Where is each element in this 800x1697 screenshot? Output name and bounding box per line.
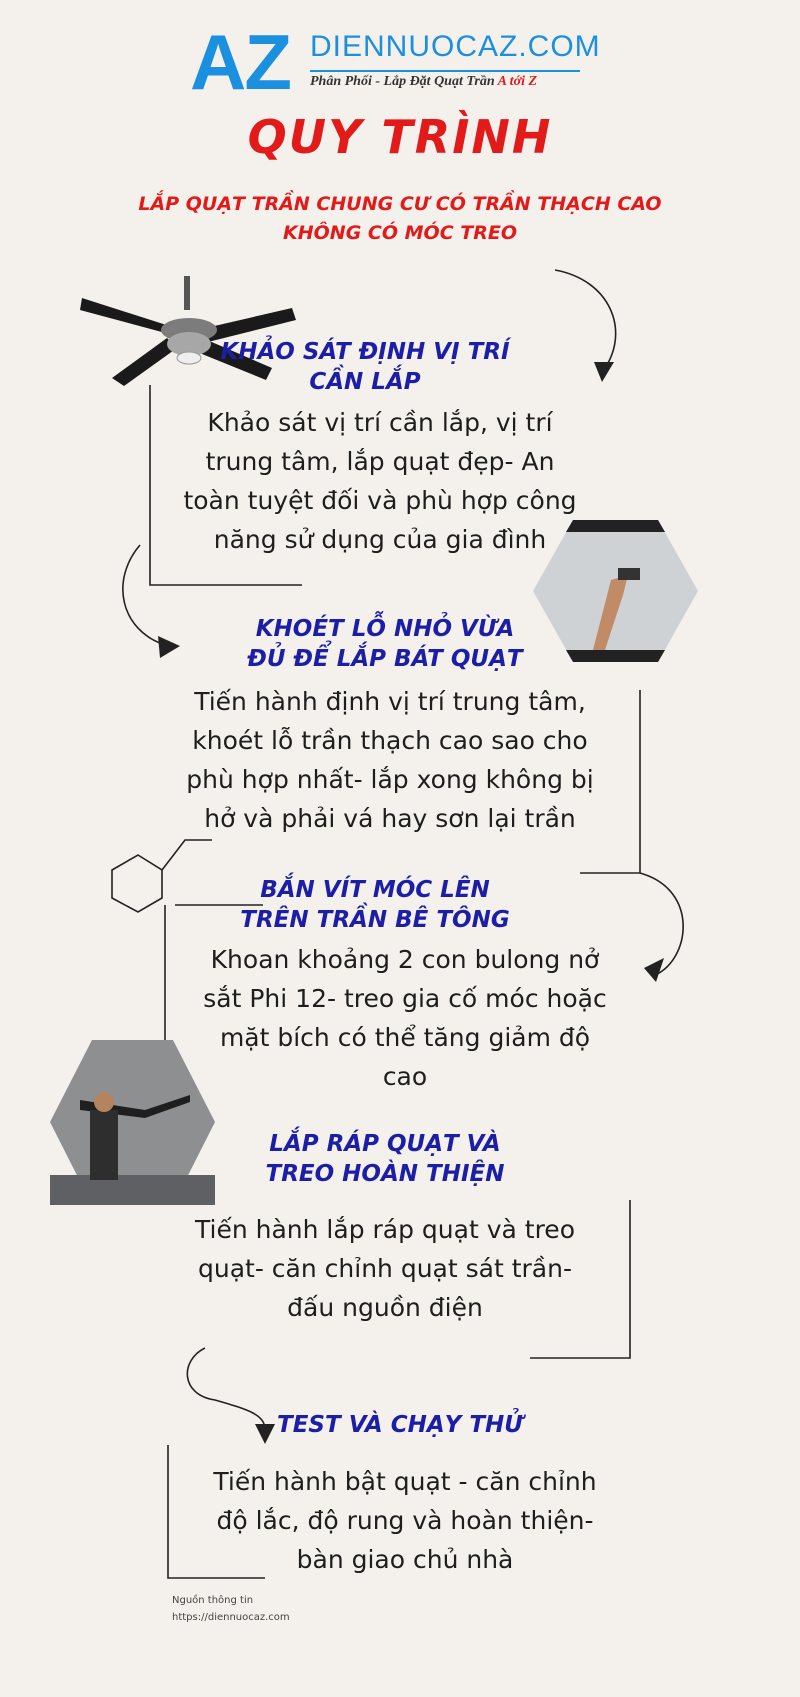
step-4-title: LẮP RÁP QUẠT VÀ TREO HOÀN THIỆN [265,1131,505,1187]
site-name: DIENNUOCAZ.COM [310,30,601,63]
step-3-title: BẮN VÍT MÓC LÊN TRÊN TRẦN BÊ TÔNG [240,877,510,933]
tagline: Phân Phối - Lắp Đặt Quạt Trần A tới Z [310,74,538,89]
step-5-text: Tiến hành bật quạt - căn chỉnh độ lắc, độ rung và hoàn thiện- bàn giao chủ nhà [213,1467,597,1574]
step-2-text: Tiến hành định vị trí trung tâm, khoét lỗ trần thạch cao sao cho phù hợp nhất- lắp xong không bị hở và phải vá hay sơn lại trần [186,687,594,833]
step-1-title: KHẢO SÁT ĐỊNH VỊ TRÍ CẦN LẮP [220,339,510,395]
logo-divider [310,70,580,72]
source-link[interactable]: https://diennuocaz.com [172,1612,290,1623]
step-2-title: KHOÉT LỖ NHỎ VỪA ĐỦ ĐỂ LẮP BÁT QUẠT [247,616,523,672]
page-subtitle: LẮP QUẠT TRẦN CHUNG CƯ CÓ TRẦN THẠCH CAO KHÔNG CÓ MÓC TREO [138,193,662,244]
logo: AZ [190,18,290,106]
step-5-title: TEST VÀ CHẠY THỬ [277,1412,523,1438]
page-title: QUY TRÌNH [247,110,553,164]
step-3-text: Khoan khoảng 2 con bulong nở sắt Phi 12- treo gia cố móc hoặc mặt bích có thể tăng giảm độ cao [203,945,607,1091]
source-info: Nguồn thông tin https://diennuocaz.com [172,1592,290,1626]
step-4-text: Tiến hành lắp ráp quạt và treo quạt- căn chỉnh quạt sát trần- đấu nguồn điện [195,1215,575,1322]
step-1-text: Khảo sát vị trí cần lắp, vị trí trung tâm, lắp quạt đẹp- An toàn tuyệt đối và phù hợp công năng sử dụng của gia đình [183,408,577,554]
